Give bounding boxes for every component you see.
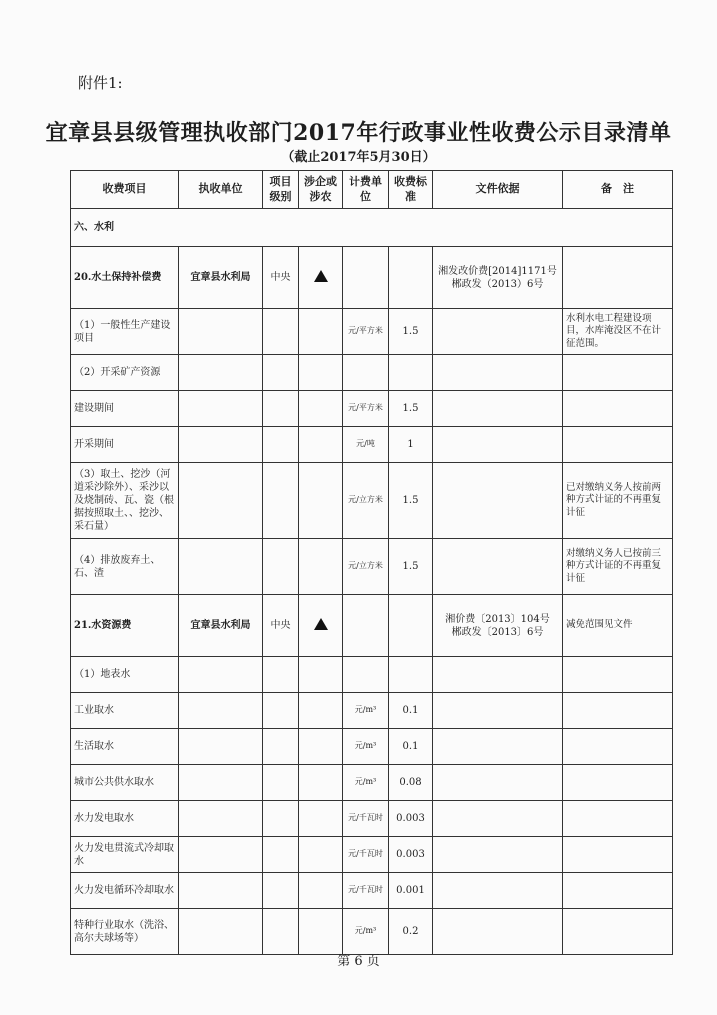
cell-level — [263, 391, 299, 427]
cell-item: （3）取土、挖沙（河道采沙除外）、采沙以及烧制砖、瓦、瓷（根据按照取土、、挖沙、采石量） — [71, 463, 179, 539]
cell-item: 20.水土保持补偿费 — [71, 247, 179, 309]
cell-level — [263, 309, 299, 355]
cell-dept — [179, 693, 263, 729]
cell-item: 城市公共供水取水 — [71, 765, 179, 801]
cell-item: （4）排放废弃土、石、渣 — [71, 539, 179, 595]
cell-item: 生活取水 — [71, 729, 179, 765]
cell-item: 工业取水 — [71, 693, 179, 729]
cell-item: （2）开采矿产资源 — [71, 355, 179, 391]
cell-dept — [179, 463, 263, 539]
section-title: 六、水利 — [71, 209, 673, 247]
cell-dept — [179, 801, 263, 837]
cell-basis — [433, 873, 563, 909]
table-row — [71, 693, 673, 729]
cell-standard: 0.08 — [389, 765, 433, 801]
cell-dept: 宜章县水利局 — [179, 595, 263, 657]
cell-enterprise — [299, 909, 343, 955]
table-row — [71, 765, 673, 801]
cell-enterprise — [299, 873, 343, 909]
cell-remark — [563, 693, 673, 729]
cell-measure: 元/立方米 — [343, 539, 389, 595]
cell-basis — [433, 391, 563, 427]
cell-measure: 元/m³ — [343, 729, 389, 765]
cell-item: 水力发电取水 — [71, 801, 179, 837]
cell-level — [263, 909, 299, 955]
section-row — [71, 209, 673, 247]
cell-item: （1）一般性生产建设项目 — [71, 309, 179, 355]
fee-table — [70, 170, 673, 955]
cell-enterprise — [299, 657, 343, 693]
cell-item: 建设期间 — [71, 391, 179, 427]
cell-remark — [563, 801, 673, 837]
cell-measure: 元/平方米 — [343, 309, 389, 355]
cell-dept — [179, 391, 263, 427]
triangle-icon — [314, 270, 328, 282]
cell-measure — [343, 657, 389, 693]
cell-remark — [563, 657, 673, 693]
cell-dept — [179, 309, 263, 355]
cell-measure — [343, 355, 389, 391]
cell-standard: 0.003 — [389, 801, 433, 837]
table-row — [71, 391, 673, 427]
cell-remark — [563, 873, 673, 909]
document-title: 宜章县县级管理执收部门2017年行政事业性收费公示目录清单 — [45, 120, 672, 146]
cell-measure: 元/千瓦时 — [343, 801, 389, 837]
cell-item: （1）地表水 — [71, 657, 179, 693]
cell-remark — [563, 391, 673, 427]
cell-enterprise — [299, 391, 343, 427]
cell-measure: 元/吨 — [343, 427, 389, 463]
cell-remark — [563, 765, 673, 801]
cell-basis — [433, 909, 563, 955]
table-header-row — [71, 171, 673, 209]
cell-dept — [179, 355, 263, 391]
cell-dept — [179, 729, 263, 765]
table-row — [71, 309, 673, 355]
cell-item: 开采期间 — [71, 427, 179, 463]
cell-basis: 湘发改价费[2014]1171号 郴政发（2013）6号 — [433, 247, 563, 309]
cell-remark — [563, 427, 673, 463]
table-row — [71, 463, 673, 539]
cell-level — [263, 355, 299, 391]
cell-measure — [343, 595, 389, 657]
cell-standard — [389, 247, 433, 309]
cell-remark: 减免范围见文件 — [563, 595, 673, 657]
header-remark: 备 注 — [563, 171, 673, 209]
cell-enterprise — [299, 801, 343, 837]
cell-dept — [179, 427, 263, 463]
cell-enterprise — [299, 693, 343, 729]
attachment-label: 附件1: — [78, 74, 123, 92]
header-level: 项目级别 — [263, 171, 299, 209]
page-number: 第 6 页 — [337, 954, 380, 969]
table-row — [71, 909, 673, 955]
cell-standard: 1.5 — [389, 539, 433, 595]
cell-remark: 水利水电工程建设项目，水库淹没区不在计征范围。 — [563, 309, 673, 355]
cell-measure: 元/m³ — [343, 765, 389, 801]
cell-item: 火力发电贯流式冷却取水 — [71, 837, 179, 873]
cell-standard: 1.5 — [389, 463, 433, 539]
table-row — [71, 657, 673, 693]
cell-measure: 元/千瓦时 — [343, 837, 389, 873]
table-row — [71, 873, 673, 909]
cell-basis — [433, 693, 563, 729]
cell-enterprise — [299, 729, 343, 765]
table-row — [71, 247, 673, 309]
cell-remark — [563, 355, 673, 391]
table-row — [71, 837, 673, 873]
cell-standard: 0.001 — [389, 873, 433, 909]
cell-basis — [433, 801, 563, 837]
cell-measure: 元/m³ — [343, 693, 389, 729]
triangle-icon — [314, 618, 328, 630]
cell-item: 21.水资源费 — [71, 595, 179, 657]
table-row — [71, 729, 673, 765]
cell-basis — [433, 427, 563, 463]
cell-basis — [433, 355, 563, 391]
cell-standard: 1.5 — [389, 309, 433, 355]
cell-standard: 0.1 — [389, 729, 433, 765]
cell-remark: 对缴纳义务人已按前三种方式计证的不再重复计征 — [563, 539, 673, 595]
cell-basis — [433, 309, 563, 355]
cell-standard — [389, 657, 433, 693]
cell-level — [263, 427, 299, 463]
cell-level — [263, 539, 299, 595]
cell-remark — [563, 247, 673, 309]
cell-measure: 元/平方米 — [343, 391, 389, 427]
cell-dept — [179, 539, 263, 595]
cell-enterprise — [299, 595, 343, 657]
header-enterprise: 涉企或涉农 — [299, 171, 343, 209]
cell-basis: 湘价费〔2013〕104号 郴政发〔2013〕6号 — [433, 595, 563, 657]
cell-standard — [389, 595, 433, 657]
cell-basis — [433, 539, 563, 595]
cell-level — [263, 463, 299, 539]
cell-enterprise — [299, 247, 343, 309]
cell-remark — [563, 729, 673, 765]
cell-measure: 元/千瓦时 — [343, 873, 389, 909]
header-basis: 文件依据 — [433, 171, 563, 209]
cell-basis — [433, 657, 563, 693]
cell-standard: 0.2 — [389, 909, 433, 955]
cell-enterprise — [299, 309, 343, 355]
cell-dept — [179, 765, 263, 801]
cell-basis — [433, 729, 563, 765]
cell-dept — [179, 909, 263, 955]
table-row — [71, 427, 673, 463]
cell-remark — [563, 909, 673, 955]
cell-level — [263, 873, 299, 909]
cell-standard: 0.003 — [389, 837, 433, 873]
cell-enterprise — [299, 837, 343, 873]
cell-item: 火力发电循环冷却取水 — [71, 873, 179, 909]
header-standard: 收费标准 — [389, 171, 433, 209]
cell-enterprise — [299, 463, 343, 539]
table-row — [71, 595, 673, 657]
cell-measure: 元/m³ — [343, 909, 389, 955]
cell-measure — [343, 247, 389, 309]
cell-level — [263, 765, 299, 801]
cell-dept — [179, 837, 263, 873]
table-row — [71, 801, 673, 837]
cell-basis — [433, 765, 563, 801]
cell-level: 中央 — [263, 595, 299, 657]
cell-dept — [179, 873, 263, 909]
cell-level — [263, 801, 299, 837]
cell-dept: 宜章县水利局 — [179, 247, 263, 309]
cell-enterprise — [299, 427, 343, 463]
cell-standard: 1.5 — [389, 391, 433, 427]
cell-level — [263, 729, 299, 765]
cell-dept — [179, 657, 263, 693]
cell-enterprise — [299, 355, 343, 391]
cell-basis — [433, 463, 563, 539]
table-row — [71, 355, 673, 391]
cell-measure: 元/立方米 — [343, 463, 389, 539]
cell-standard: 1 — [389, 427, 433, 463]
cell-level — [263, 657, 299, 693]
cell-standard — [389, 355, 433, 391]
header-measure: 计费单位 — [343, 171, 389, 209]
cell-level: 中央 — [263, 247, 299, 309]
header-item: 收费项目 — [71, 171, 179, 209]
cell-enterprise — [299, 539, 343, 595]
cell-level — [263, 693, 299, 729]
cell-level — [263, 837, 299, 873]
header-dept: 执收单位 — [179, 171, 263, 209]
document-subtitle: （截止2017年5月30日） — [281, 150, 436, 165]
cell-remark — [563, 837, 673, 873]
cell-standard: 0.1 — [389, 693, 433, 729]
cell-enterprise — [299, 765, 343, 801]
cell-basis — [433, 837, 563, 873]
table-row — [71, 539, 673, 595]
cell-item: 特种行业取水（洗浴、高尔夫球场等） — [71, 909, 179, 955]
cell-remark: 已对缴纳义务人按前两种方式计证的不再重复计征 — [563, 463, 673, 539]
